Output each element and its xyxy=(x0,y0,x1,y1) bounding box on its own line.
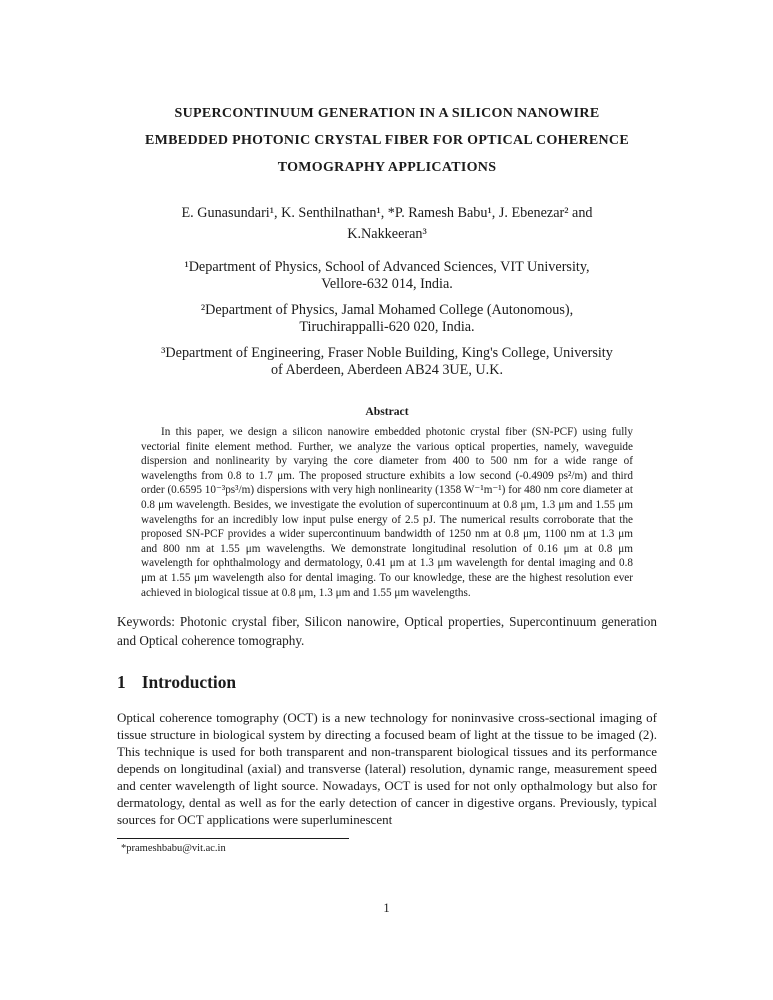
paper-title-line-3: TOMOGRAPHY APPLICATIONS xyxy=(277,160,497,175)
footnote-rule xyxy=(117,838,349,839)
affiliation-3-line-2: of Aberdeen, Aberdeen AB24 3UE, U.K. xyxy=(270,362,504,378)
affiliation-3 xyxy=(117,345,657,379)
abstract-text: In this paper, we design a silicon nanowire embedded photonic crystal fiber (SN-PCF) using fully vectorial finite element method. Further, we analyze the various optical properties, namely, waveguide dispersion and nonlinearity by varying the core diameter from 400 to 500 nm for a wide range of wavelengths from 0.8 to 1.7 μm. The proposed structure exhibits a low second (-0.4909 ps²/m) and third order (0.6595 10⁻³ps³/m) dispersions with very high nonlinearity (1358 W⁻¹m⁻¹) for 480 nm core diameter at 0.8 μm wavelength. Besides, we investigate the evolution of supercontinuum at 0.8 μm, 1.3 μm and 1.55 μm wavelengths for an incredibly low input pulse energy of 2.5 pJ. The numerical results corroborate that the proposed SN-PCF provides a wider supercontinuum bandwidth of 1250 nm at 0.8 μm, 1100 nm at 1.3 μm and 800 nm at 1.55 μm wavelengths. We demonstrate longitudinal resolution of 0.16 μm at 0.8 μm wavelength for ophthalmology and dermatology, 0.41 μm at 1.3 μm wavelength for dental imaging and 0.8 μm at 1.55 μm wavelength also for dental imaging. To our knowledge, these are the highest resolution ever achieved in biological tissue at 0.8 μm, 1.3 μm and 1.55 μm wavelengths. xyxy=(141,426,633,599)
author-list xyxy=(117,203,657,245)
paper-title-line-1: SUPERCONTINUUM GENERATION IN A SILICON NANOWIRE xyxy=(174,106,600,121)
introduction-paragraph: Optical coherence tomography (OCT) is a new technology for noninvasive cross-sectional imaging of tissue structure in biological system by directing a focused beam of light at the tissue to be imaged (2). This technique is used for both transparent and non-transparent biological tissues and its performance depends on longitudinal (axial) and transverse (lateral) resolution, dynamic range, measurement speed and center wavelength of light source. Nowadays, OCT is used for not only opthalmology but also for dermatology, dental as well as for the early detection of cancer in digestive organs. Previously, typical sources for OCT applications were superluminescent xyxy=(117,710,657,828)
affiliation-2-line-2: Tiruchirappalli-620 020, India. xyxy=(299,319,475,335)
affiliation-2-line-1: ²Department of Physics, Jamal Mohamed College (Autonomous), xyxy=(200,302,574,318)
footnote-area xyxy=(117,838,657,856)
abstract-heading: Abstract xyxy=(365,405,409,418)
section-heading-introduction xyxy=(117,672,657,693)
author-line-1: E. Gunasundari¹, K. Senthilnathan¹, *P. Ramesh Babu¹, J. Ebenezar² and xyxy=(181,205,593,221)
affiliation-3-line-1: ³Department of Engineering, Fraser Noble Building, King's College, University xyxy=(161,345,613,361)
paper-title xyxy=(117,100,657,181)
author-line-2: K.Nakkeeran³ xyxy=(347,226,427,242)
keywords: Keywords: Photonic crystal fiber, Silicon nanowire, Optical properties, Supercontinuum generation and Optical coherence tomography. xyxy=(117,614,657,648)
affiliation-1 xyxy=(117,259,657,293)
affiliation-2 xyxy=(117,302,657,336)
page-number: 1 xyxy=(383,901,390,915)
paper-title-line-2: EMBEDDED PHOTONIC CRYSTAL FIBER FOR OPTICAL COHERENCE xyxy=(145,133,629,148)
affiliation-1-line-2: Vellore-632 014, India. xyxy=(321,276,453,292)
section-number: 1 xyxy=(117,672,126,693)
affiliation-1-line-1: ¹Department of Physics, School of Advanced Sciences, VIT University, xyxy=(184,259,590,275)
footnote-email: *prameshbabu@vit.ac.in xyxy=(121,843,226,855)
section-title: Introduction xyxy=(141,672,237,693)
